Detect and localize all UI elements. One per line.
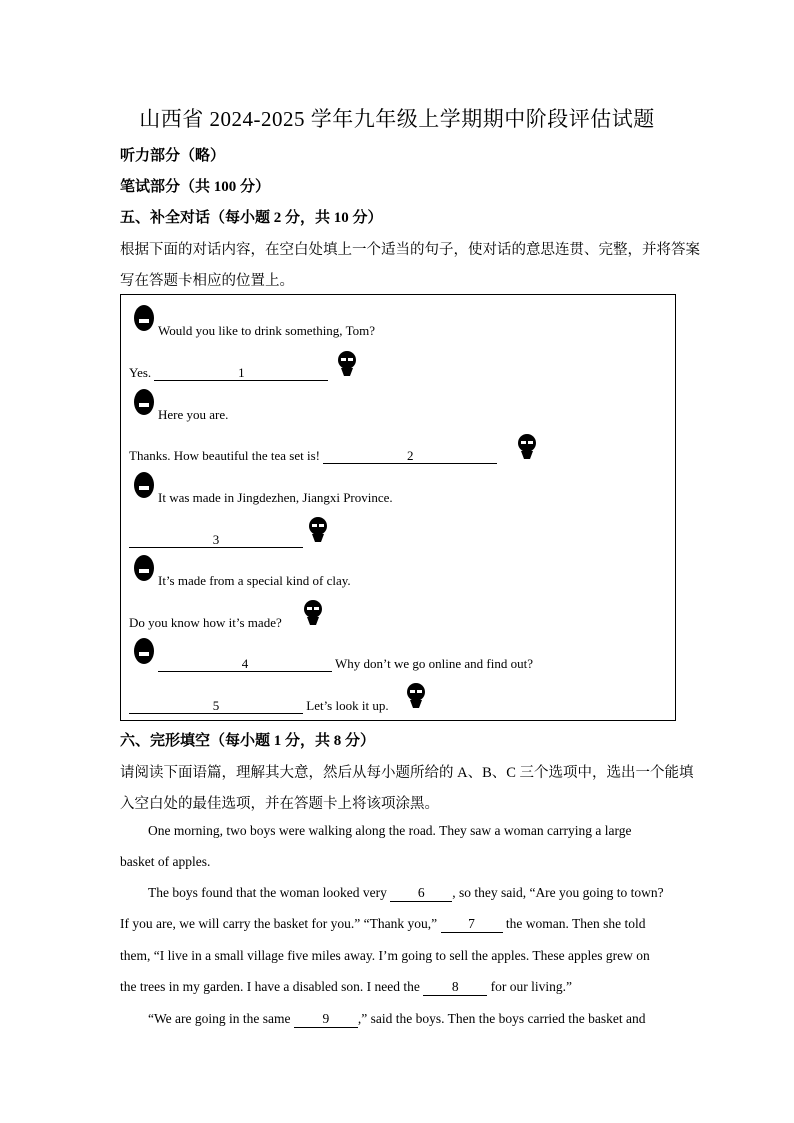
dialogue-line-6 [129,532,303,548]
passage-p2-line2-a: If you are, we will carry the basket for you.” “Thank you,” [120,916,441,931]
dialogue-line-10 [129,698,389,714]
gap-6[interactable]: 6 [390,885,452,902]
speaker-a-avatar-icon [134,472,154,498]
passage-p2-line3: them, “I live in a small village five miles away. I’m going to sell the apples. These apples grew on [120,948,650,963]
part6-instruction-line1: 请阅读下面语篇，理解其大意，然后从每小题所给的 A、B、C 三个选项中，选出一个能填 [120,765,694,781]
gap-9[interactable]: 9 [294,1011,358,1028]
dialogue-line-4-text: Thanks. How beautiful the tea set is! [129,448,324,463]
passage-p2-line1-a: The boys found that the woman looked very [148,885,391,900]
passage-p2-line4 [120,979,572,996]
blank-3[interactable]: 3 [129,533,303,548]
speaker-b-avatar-icon [517,433,537,459]
speaker-a-avatar-icon [134,389,154,415]
dialogue-line-9 [158,656,533,672]
speaker-a-avatar-icon [134,638,154,664]
blank-5[interactable]: 5 [129,699,303,714]
written-heading: 笔试部分（共 100 分） [120,179,271,195]
passage-p2-line2-b: the woman. Then she told [502,916,646,931]
passage-p1-line2: basket of apples. [120,854,211,869]
passage-p3-line1-b: ,” said the boys. Then the boys carried the basket and [357,1011,646,1026]
dialogue-line-10-text: Let’s look it up. [303,698,389,713]
dialogue-line-2 [129,365,328,381]
dialogue-line-4 [129,448,497,464]
passage-p2-line1 [148,885,664,902]
gap-8[interactable]: 8 [423,979,487,996]
passage-p2-line4-a: the trees in my garden. I have a disabled son. I need the [120,979,424,994]
speaker-b-avatar-icon [337,350,357,376]
listening-heading: 听力部分（略） [120,148,226,164]
speaker-b-avatar-icon [308,516,328,542]
part6-instruction-line2: 入空白处的最佳选项，并在答题卡上将该项涂黑。 [120,796,439,812]
passage-p3-line1 [148,1011,646,1028]
part5-instruction-line2: 写在答题卡相应的位置上。 [120,273,294,289]
passage-p3-line1-a: “We are going in the same [148,1011,294,1026]
passage-p1-line1: One morning, two boys were walking along the road. They saw a woman carrying a large [148,823,632,838]
passage-p2-line4-b: for our living.” [487,979,573,994]
part5-instruction-line1: 根据下面的对话内容，在空白处填上一个适当的句子，使对话的意思连贯、完整，并将答案 [120,242,700,258]
speaker-b-avatar-icon [406,682,426,708]
dialogue-line-3: Here you are. [158,407,229,422]
dialogue-line-8: Do you know how it’s made? [129,615,282,630]
dialogue-line-1: Would you like to drink something, Tom? [158,323,375,338]
dialogue-line-7: It’s made from a special kind of clay. [158,573,351,588]
dialogue-box [120,294,676,721]
blank-4[interactable]: 4 [158,657,332,672]
dialogue-line-9-text: Why don’t we go online and find out? [332,656,533,671]
speaker-a-avatar-icon [134,305,154,331]
passage-p2-line1-b: , so they said, “Are you going to town? [452,885,664,900]
speaker-a-avatar-icon [134,555,154,581]
speaker-b-avatar-icon [303,599,323,625]
page-title: 山西省 2024-2025 学年九年级上学期期中阶段评估试题 [139,107,655,131]
blank-1[interactable]: 1 [154,366,328,381]
dialogue-line-2-text: Yes. [129,365,155,380]
gap-7[interactable]: 7 [441,916,503,933]
blank-2[interactable]: 2 [323,449,497,464]
part5-heading: 五、补全对话（每小题 2 分，共 10 分） [120,210,383,226]
dialogue-line-5: It was made in Jingdezhen, Jiangxi Province. [158,490,393,505]
part6-heading: 六、完形填空（每小题 1 分，共 8 分） [120,733,376,749]
passage-p2-line2 [120,916,645,933]
